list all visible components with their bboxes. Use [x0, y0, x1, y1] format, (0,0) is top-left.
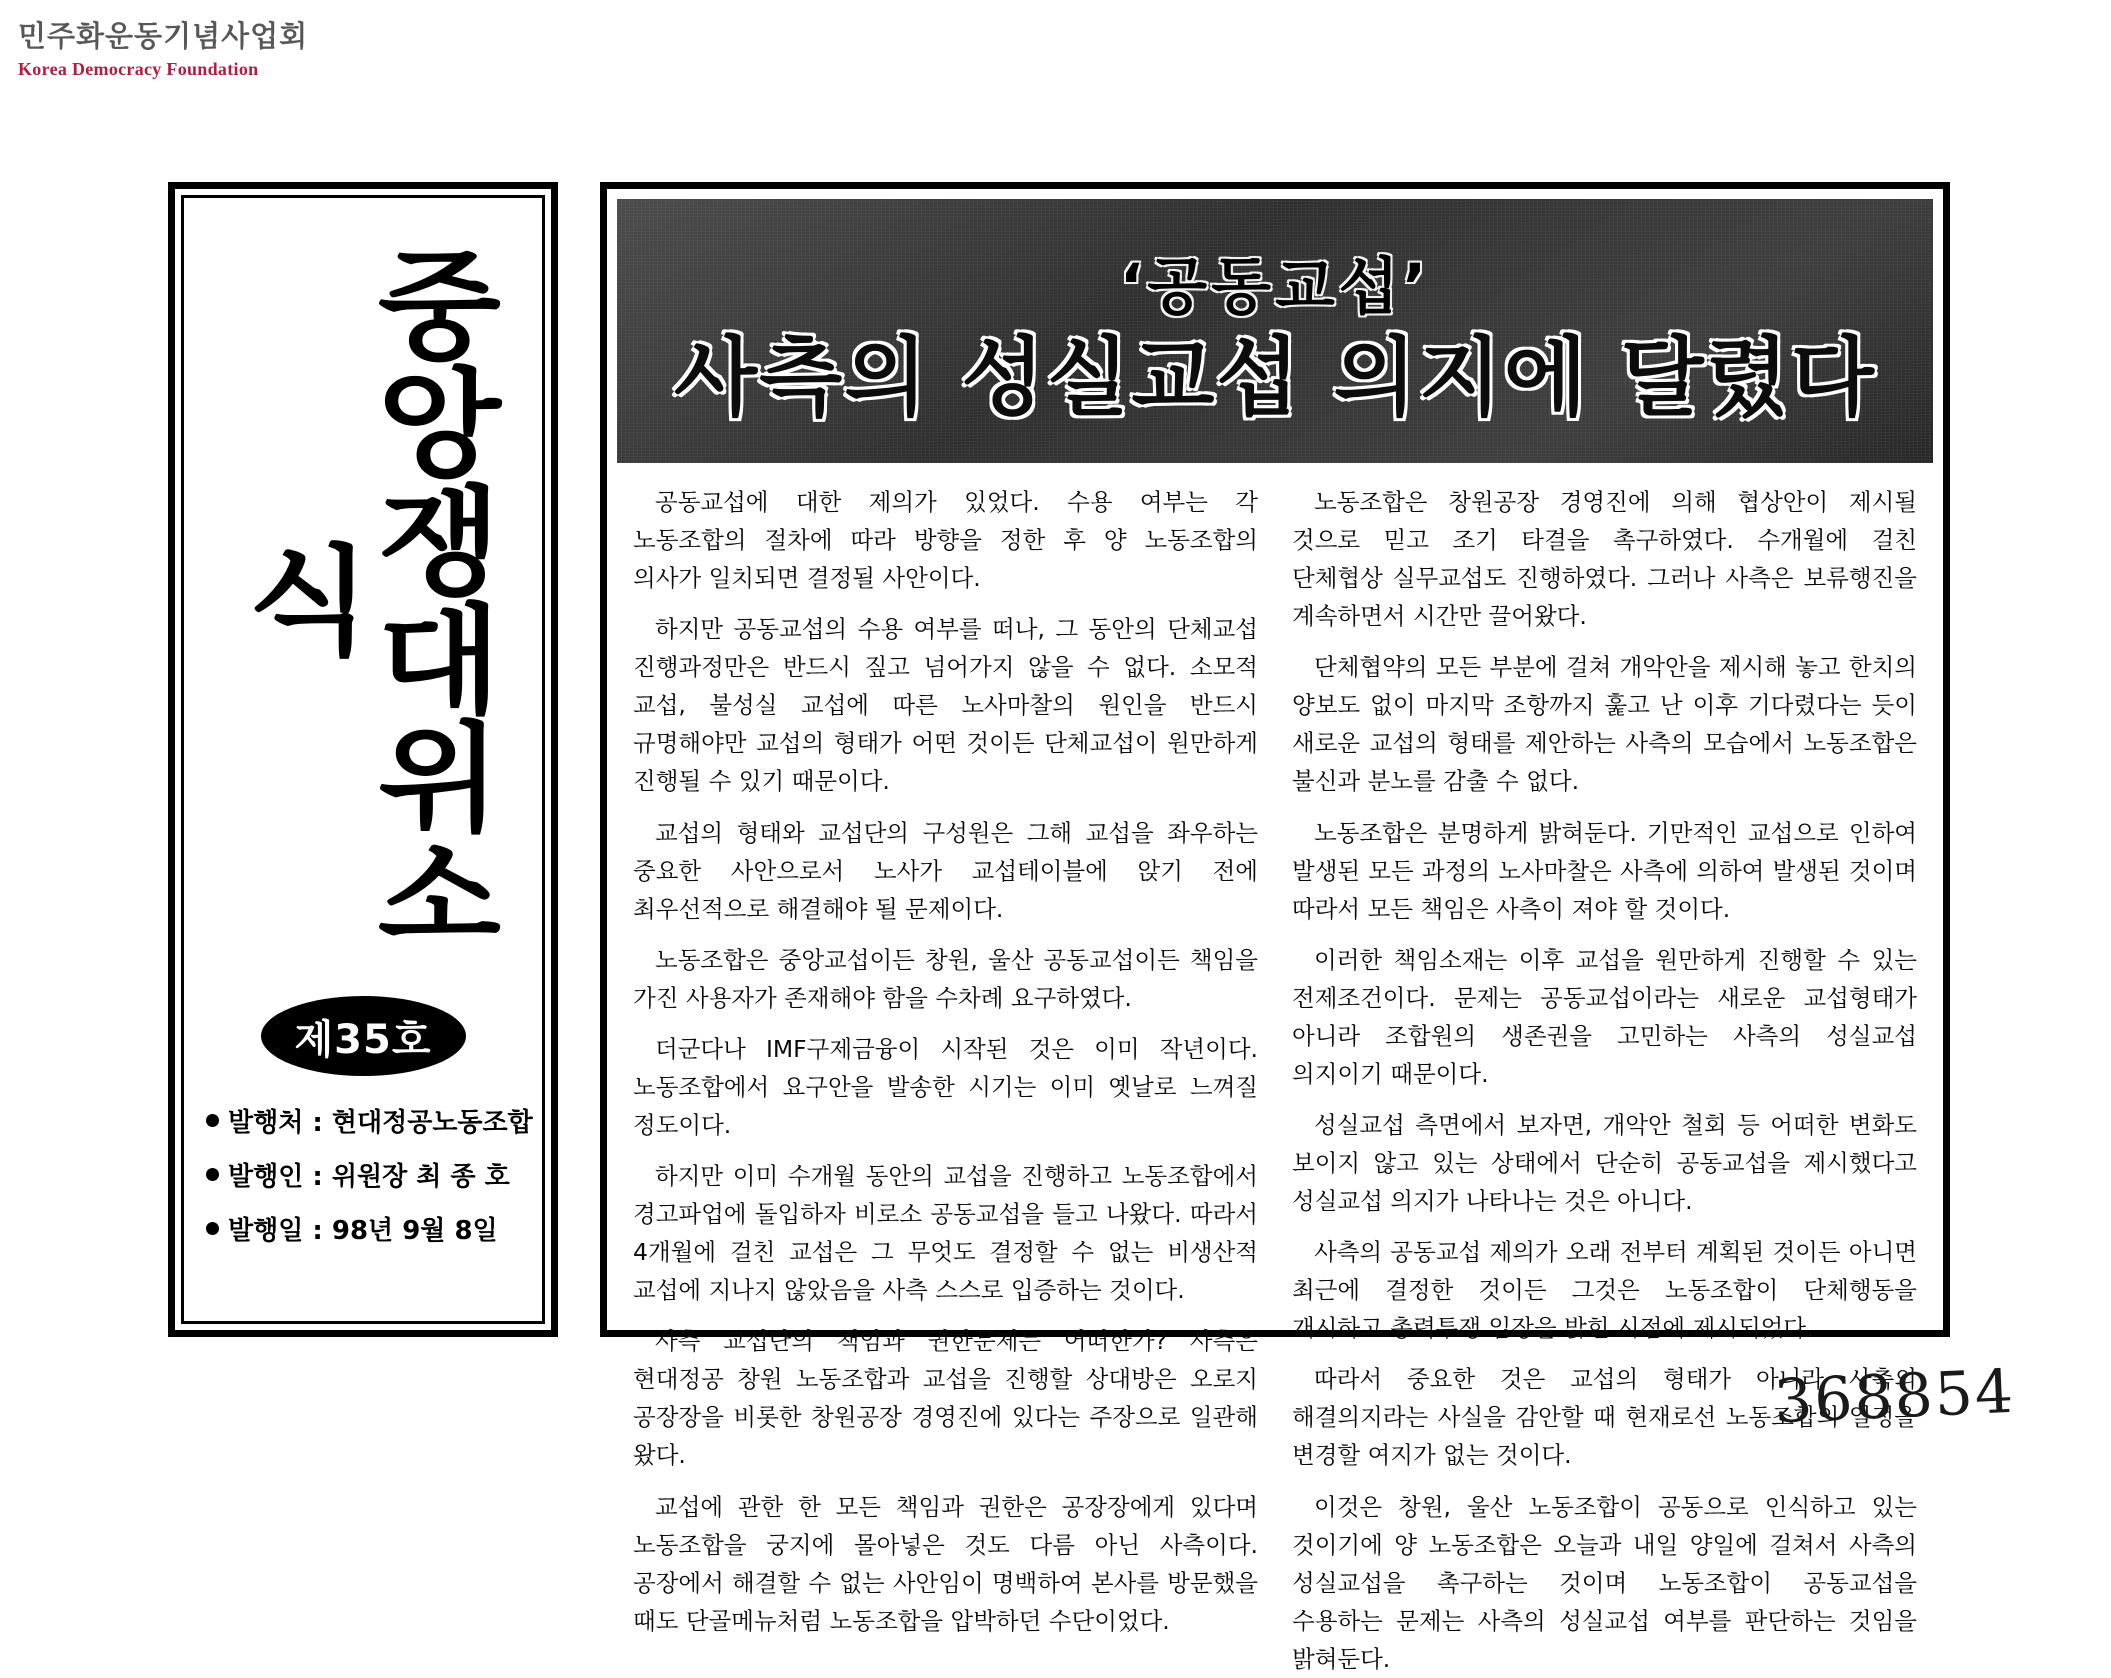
masthead-panel — [168, 182, 558, 1337]
publication-info-list — [194, 1102, 532, 1264]
article-paragraph: 이러한 책임소재는 이후 교섭을 원만하게 진행할 수 있는 전제조건이다. 문제는 공동교섭이라는 새로운 교섭형태가 아니라 조합원의 생존권을 고민하는 사측의 성실교섭 의지이기 때문이다. — [1292, 945, 1917, 1088]
article-paragraph: 공동교섭에 대한 제의가 있었다. 수용 여부는 각 노동조합의 절차에 따라 방향을 정한 후 양 노동조합의 의사가 일치되면 결정될 사안이다. — [633, 488, 1258, 593]
article-paragraph: 이것은 창원, 울산 노동조합이 공동으로 인식하고 있는 것이기에 양 노동조합은 오늘과 내일 양일에 걸쳐서 사측의 성실교섭을 촉구하는 것이며 노동조합이 공동교섭을 수용하는 문제는 사측의 성실교섭 여부를 판단하는 것임을 밝혀둔다. — [1292, 1492, 1917, 1673]
publication-info-row — [206, 1156, 532, 1193]
bullet-icon — [206, 1114, 219, 1127]
article-paragraph: 하지만 공동교섭의 수용 여부를 떠나, 그 동안의 단체교섭 진행과정만은 반드시 짚고 넘어가지 않을 수 없다. 소모적 교섭, 불성실 교섭에 따른 노사마찰의 원인을 반드시 규명해야만 교섭의 형태가 어떤 것이든 단체교섭이 원만하게 진행될 수 있기 때문이다. — [633, 615, 1258, 796]
issue-number-badge: 제35호 — [261, 996, 466, 1076]
headline-banner — [617, 199, 1933, 463]
masthead-inner-border — [181, 195, 545, 1324]
archive-reference-number: 368854 — [1772, 1356, 2017, 1438]
publisher-person-text: 발행인 : 위원장 최 종 호 — [228, 1162, 510, 1192]
article-paragraph: 노동조합은 중앙교섭이든 창원, 울산 공동교섭이든 책임을 가진 사용자가 존재해야 함을 수차례 요구하였다. — [633, 945, 1258, 1012]
publication-info-row — [206, 1102, 532, 1139]
newsletter-title: 중앙쟁대위소식 — [223, 244, 503, 952]
article-paragraph: 사측 교섭단의 책임과 권한문제는 어떠한가? 사측은 현대정공 창원 노동조합과 교섭을 진행할 상대방은 오로지 공장장을 비롯한 창원공장 경영진에 있다는 주장으로 일관해 왔다. — [633, 1327, 1258, 1470]
publication-date-text: 발행일 : 98년 9월 8일 — [228, 1216, 498, 1246]
article-paragraph: 하지만 이미 수개월 동안의 교섭을 진행하고 노동조합에서 경고파업에 돌입하자 비로소 공동교섭을 들고 나왔다. 따라서 4개월에 걸친 교섭은 그 무엇도 결정할 수 없는 비생산적 교섭에 지나지 않았음을 사측 스스로 입증하는 것이다. — [633, 1162, 1258, 1305]
article-paragraph: 단체협약의 모든 부분에 걸쳐 개악안을 제시해 놓고 한치의 양보도 없이 마지막 조항까지 훑고 난 이후 기다렸다는 듯이 새로운 교섭의 형태를 제안하는 사측의 모습에서 노동조합은 불신과 분노를 감출 수 없다. — [1292, 653, 1917, 796]
headline-main: 사측의 성실교섭 의지에 달렸다 — [674, 328, 1876, 429]
article-column-left — [633, 483, 1258, 1635]
article-paragraph: 따라서 중요한 것은 교섭의 형태가 아니라 사측의 해결의지라는 사실을 감안할 때 현재로선 노동조합의 일정을 변경할 여지가 없는 것이다. — [1292, 1365, 1917, 1470]
archive-logo-english-text: Korea Democracy Foundation — [18, 59, 259, 79]
article-paragraph: 성실교섭 측면에서 보자면, 개악안 철회 등 어떠한 변화도 보이지 않고 있는 상태에서 단순히 공동교섭을 제시했다고 성실교섭 의지가 나타나는 것은 아니다. — [1292, 1110, 1917, 1216]
archive-logo — [18, 14, 308, 80]
bullet-icon — [206, 1222, 219, 1235]
article-paragraph: 사측의 공동교섭 제의가 오래 전부터 계획된 것이든 아니면 최근에 결정한 것이든 그것은 노동조합이 단체행동을 개시하고 총력투쟁 입장을 밝힌 시점에 제시되었다. — [1292, 1238, 1917, 1343]
article-paragraph: 노동조합은 창원공장 경영진에 의해 협상안이 제시될 것으로 믿고 조기 타결을 촉구하였다. 수개월에 걸친 단체협상 실무교섭도 진행하였다. 그러나 사측은 보류행진을 계속하면서 시간만 끌어왔다. — [1292, 488, 1917, 631]
archive-logo-korean-text: 민주화운동기념사업회 — [18, 19, 309, 53]
article-paragraph: 교섭의 형태와 교섭단의 구성원은 그해 교섭을 좌우하는 중요한 사안으로서 노사가 교섭테이블에 앉기 전에 최우선적으로 해결해야 될 문제이다. — [633, 818, 1258, 923]
publication-info-row — [206, 1210, 532, 1247]
article-paragraph: 더군다나 IMF구제금융이 시작된 것은 이미 작년이다. 노동조합에서 요구안을 발송한 시기는 이미 옛날로 느껴질 정도이다. — [633, 1034, 1258, 1139]
article-paragraph: 노동조합은 분명하게 밝혀둔다. 기만적인 교섭으로 인하여 발생된 모든 과정의 노사마찰은 사측에 의하여 발생된 것이며 따라서 모든 책임은 사측이 져야 할 것이다. — [1292, 818, 1917, 923]
headline-kicker: ‘공동교섭’ — [1119, 250, 1431, 324]
publisher-text: 발행처 : 현대정공노동조합 — [228, 1108, 533, 1138]
bullet-icon — [206, 1168, 219, 1181]
article-paragraph: 교섭에 관한 한 모든 책임과 권한은 공장장에게 있다며 노동조합을 궁지에 몰아넣은 것도 다름 아닌 사측이다. 공장에서 해결할 수 없는 사안임이 명백하여 본사를 방문했을 때도 단골메뉴처럼 노동조합을 압박하던 수단이었다. — [633, 1492, 1258, 1635]
